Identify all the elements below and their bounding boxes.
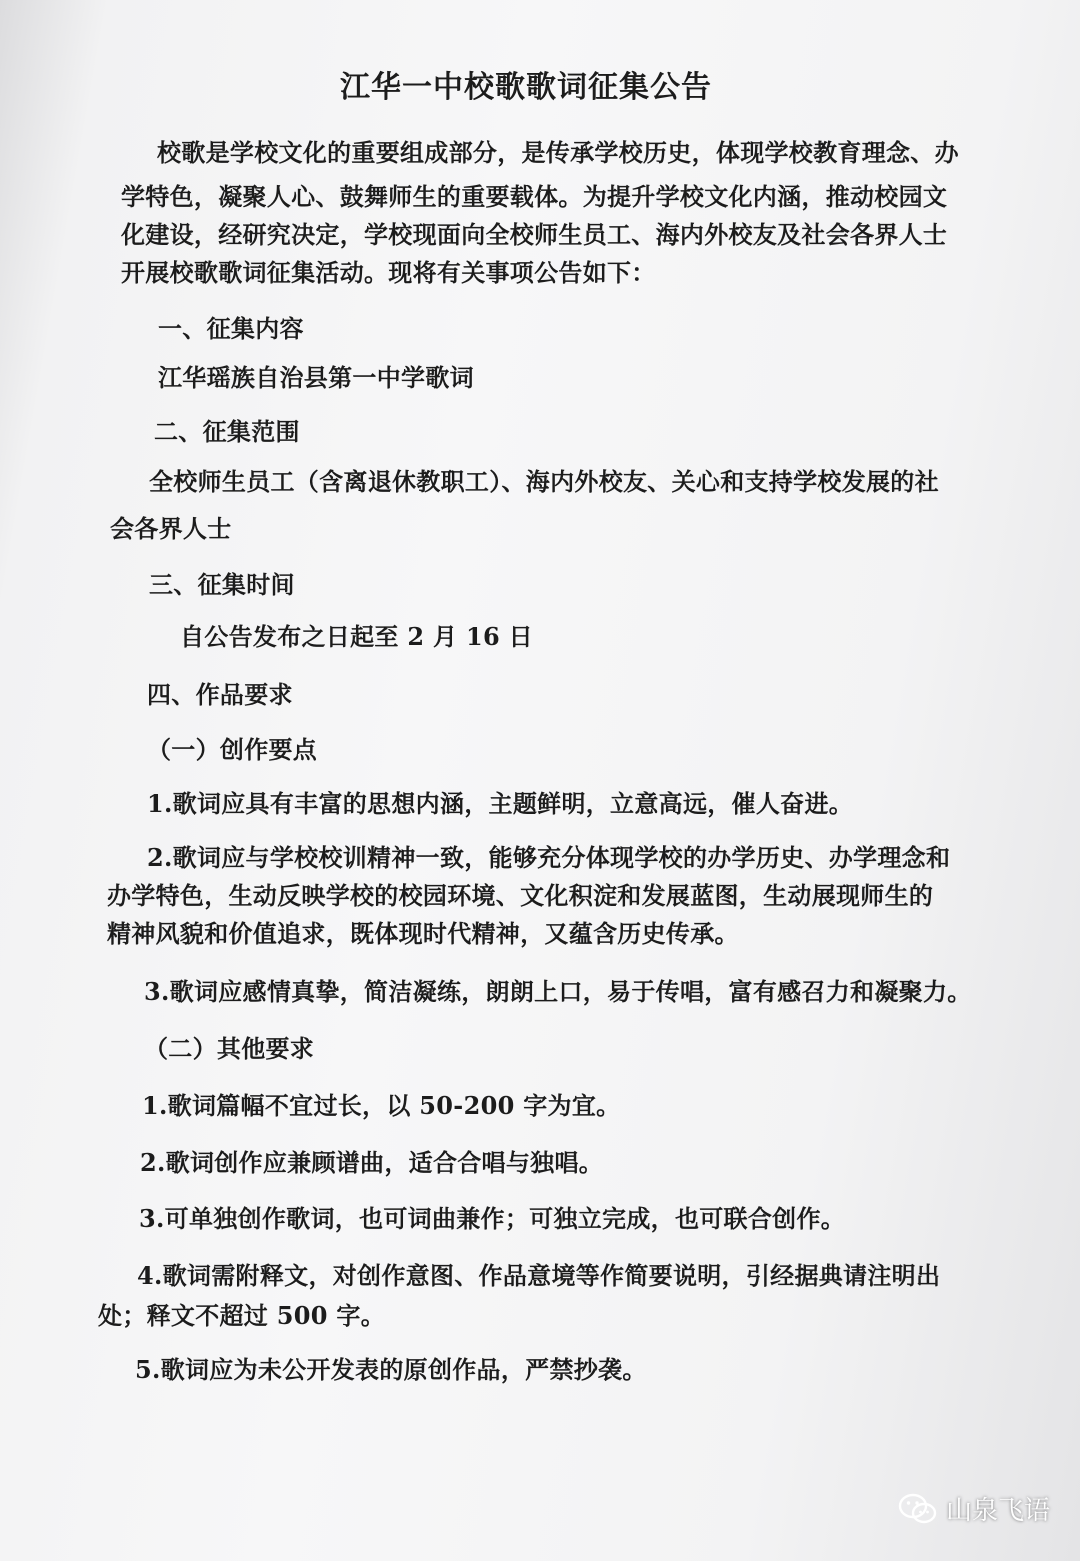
section-3-body: 自公告发布之日起至 2 月 16 日 bbox=[180, 622, 533, 651]
wechat-icon bbox=[898, 1492, 938, 1526]
section-2-body: 全校师生员工（含离退休教职工）、海内外校友、关心和支持学校发展的社 bbox=[149, 467, 939, 496]
section-2-body: 会各界人士 bbox=[110, 514, 232, 543]
intro-line: 校歌是学校文化的重要组成部分，是传承学校历史，体现学校教育理念、办 bbox=[157, 138, 959, 167]
list-item: 3.歌词应感情真挚，简洁凝练，朗朗上口，易于传唱，富有感召力和凝聚力。 bbox=[144, 977, 972, 1006]
list-item: 处；释文不超过 500 字。 bbox=[98, 1301, 386, 1330]
subsection-2-heading: （二）其他要求 bbox=[144, 1034, 315, 1063]
intro-line: 学特色，凝聚人心、鼓舞师生的重要载体。为提升学校文化内涵，推动校园文 bbox=[121, 182, 948, 211]
list-item: 4.歌词需附释文，对创作意图、作品意境等作简要说明，引经据典请注明出 bbox=[137, 1261, 941, 1290]
intro-line: 开展校歌歌词征集活动。现将有关事项公告如下： bbox=[121, 258, 656, 287]
watermark-text: 山泉飞语 bbox=[946, 1496, 1051, 1526]
document-title: 江华一中校歌歌词征集公告 bbox=[340, 70, 712, 105]
intro-line: 化建设，经研究决定，学校现面向全校师生员工、海内外校友及社会各界人士 bbox=[121, 220, 948, 249]
section-3-heading: 三、征集时间 bbox=[149, 570, 295, 599]
list-item: 1.歌词篇幅不宜过长，以 50-200 字为宜。 bbox=[142, 1091, 621, 1120]
section-2-heading: 二、征集范围 bbox=[154, 417, 300, 446]
section-1-body: 江华瑶族自治县第一中学歌词 bbox=[158, 363, 474, 392]
list-item: 5.歌词应为未公开发表的原创作品，严禁抄袭。 bbox=[135, 1355, 647, 1384]
list-item: 2.歌词创作应兼顾谱曲，适合合唱与独唱。 bbox=[140, 1148, 604, 1177]
list-item: 2.歌词应与学校校训精神一致，能够充分体现学校的办学历史、办学理念和 bbox=[147, 843, 951, 872]
subsection-1-heading: （一）创作要点 bbox=[147, 735, 318, 764]
list-item: 精神风貌和价值追求，既体现时代精神，又蕴含历史传承。 bbox=[107, 919, 739, 948]
section-1-heading: 一、征集内容 bbox=[158, 314, 304, 343]
list-item: 1.歌词应具有丰富的思想内涵，主题鲜明，立意高远，催人奋进。 bbox=[147, 789, 854, 818]
list-item: 办学特色，生动反映学校的校园环境、文化积淀和发展蓝图，生动展现师生的 bbox=[107, 881, 934, 910]
watermark bbox=[898, 1490, 1050, 1527]
section-4-heading: 四、作品要求 bbox=[147, 680, 293, 709]
list-item: 3.可单独创作歌词，也可词曲兼作；可独立完成，也可联合创作。 bbox=[139, 1204, 846, 1233]
